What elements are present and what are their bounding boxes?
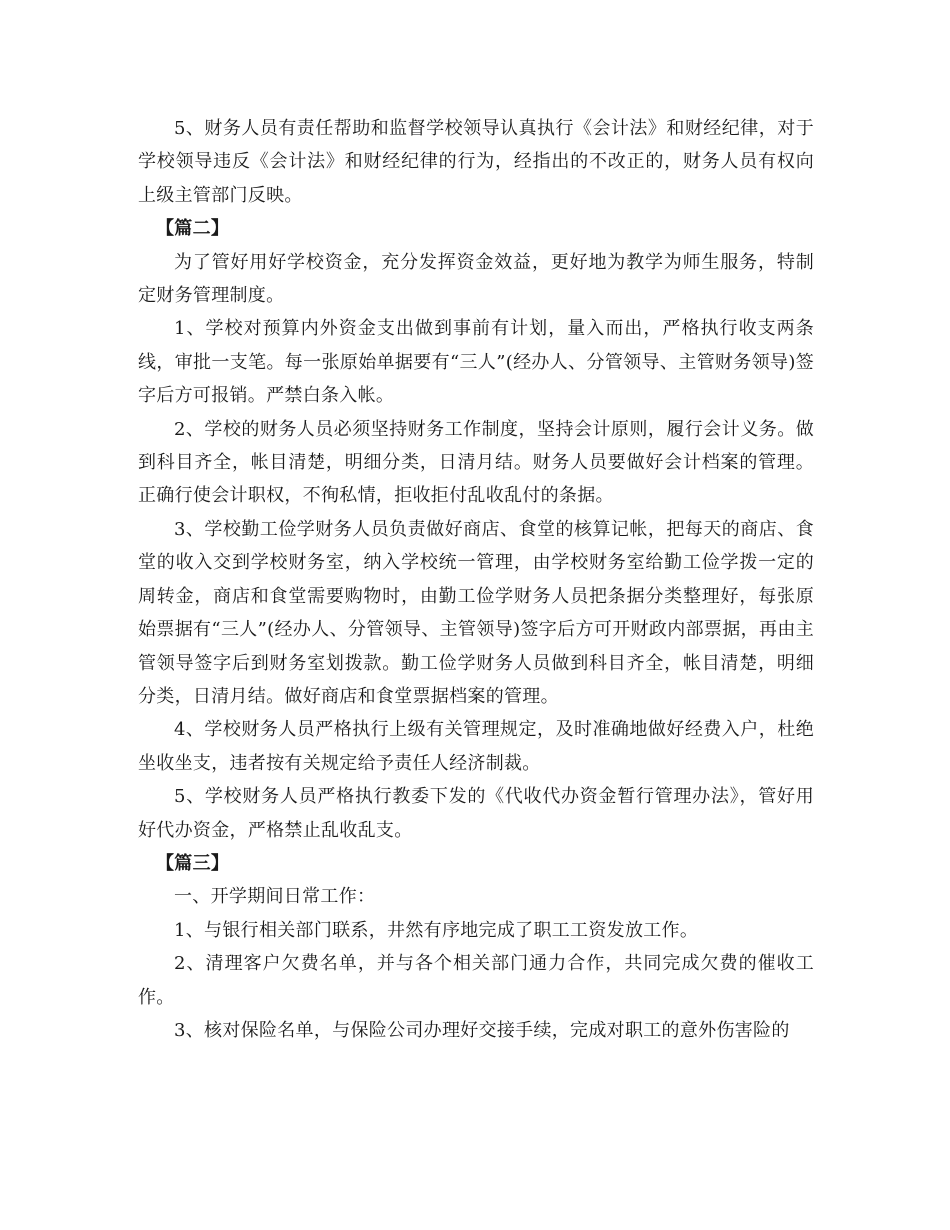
section-heading-3: 【篇三】 [156,852,230,874]
paragraph: 5、财务人员有责任帮助和监督学校领导认真执行《会计法》和财经纪律，对于学校领导违反《会计法》和财经纪律的行为，经指出的不改正的，财务人员有权向上级主管部门反映。 [138,118,814,206]
paragraph: 3、学校勤工俭学财务人员负责做好商店、食堂的核算记帐，把每天的商店、食堂的收入交到学校财务室，纳入学校统一管理，由学校财务室给勤工俭学拨一定的周转金，商店和食堂需要购物时，由勤工俭学财务人员把条据分类整理好，每张原始票据有“三人”(经办人、分管领导、主管领导)签字后方可开财政内部票据，再由主管领导签字后到财务室划拨款。勤工俭学财务人员做到科目齐全，帐目清楚，明细分类，日清月结。做好商店和食堂票据档案的管理。 [138,518,814,707]
paragraph: 一、开学期间日常工作： [174,886,376,908]
paragraph: 1、与银行相关部门联系，井然有序地完成了职工工资发放工作。 [174,919,699,941]
section-heading-2: 【篇二】 [156,218,230,240]
paragraph: 4、学校财务人员严格执行上级有关管理规定，及时准确地做好经费入户，杜绝坐收坐支，违者按有关规定给予责任人经济制裁。 [138,719,814,774]
paragraph: 为了管好用好学校资金，充分发挥资金效益，更好地为教学为师生服务，特制定财务管理制度。 [138,251,814,307]
paragraph: 2、学校的财务人员必须坚持财务工作制度，坚持会计原则，履行会计义务。做到科目齐全，帐目清楚，明细分类，日清月结。财务人员要做好会计档案的管理。正确行使会计职权，不徇私情，拒收拒付乱收乱付的条据。 [138,418,814,507]
document-body [138,112,814,1047]
paragraph: 2、清理客户欠费名单，并与各个相关部门通力合作，共同完成欠费的催收工作。 [138,953,814,1008]
paragraph: 3、核对保险名单，与保险公司办理好交接手续，完成对职工的意外伤害险的 [174,1019,790,1041]
paragraph: 5、学校财务人员严格执行教委下发的《代收代办资金暂行管理办法》，管好用好代办资金，严格禁止乱收乱支。 [138,786,814,841]
paragraph: 1、学校对预算内外资金支出做到事前有计划，量入而出，严格执行收支两条线，审批一支笔。每一张原始单据要有“三人”(经办人、分管领导、主管财务领导)签字后方可报销。严禁白条入帐。 [138,318,814,407]
